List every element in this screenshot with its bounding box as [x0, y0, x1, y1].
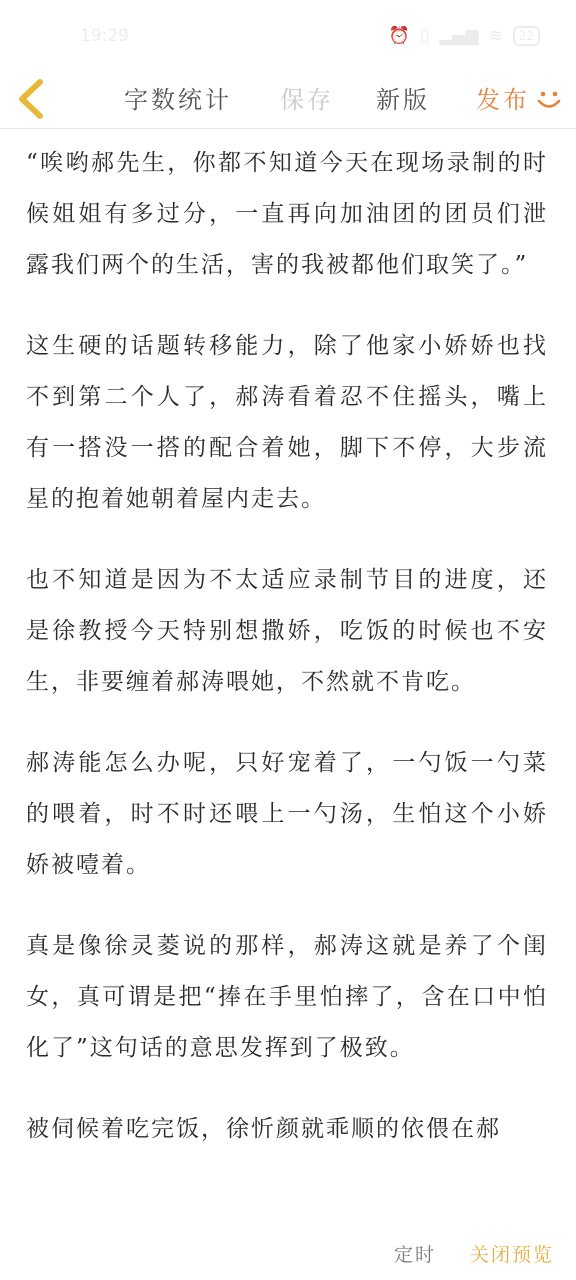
- timer-button[interactable]: 定时: [394, 1244, 437, 1266]
- close-preview-button[interactable]: 关闭预览: [470, 1244, 555, 1266]
- vibrate-icon: ▯: [419, 26, 430, 46]
- editor-toolbar: [0, 70, 576, 129]
- new-version-button[interactable]: 新版: [376, 86, 430, 114]
- paragraph: 也不知道是因为不太适应录制节目的进度，还是徐教授今天特别想撒娇，吃饭的时候也不安生，非要缠着郝涛喂她，不然就不肯吃。: [26, 567, 548, 695]
- back-arrow-icon: [12, 76, 52, 122]
- paragraph: 郝涛能怎么办呢，只好宠着了，一勺饭一勺菜的喂着，时不时还喂上一勺汤，生怕这个小娇娇被噎着。: [26, 750, 548, 878]
- status-bar: [0, 0, 576, 70]
- back-button[interactable]: [12, 76, 52, 122]
- publish-button[interactable]: 发布: [476, 86, 530, 114]
- paragraph: 真是像徐灵菱说的那样，郝涛这就是养了个闺女，真可谓是把“捧在手里怕摔了，含在口中怕化了”这句话的意思发挥到了极致。: [26, 933, 548, 1061]
- word-count-button[interactable]: 字数统计: [124, 86, 232, 114]
- paragraph: 这生硬的话题转移能力，除了他家小娇娇也找不到第二个人了，郝涛看着忍不住摇头，嘴上有一搭没一搭的配合着她，脚下不停，大步流星的抱着她朝着屋内走去。: [26, 333, 548, 512]
- bottom-bar: [0, 1228, 576, 1280]
- alarm-icon: ⏰: [388, 26, 410, 46]
- preview-content: [26, 138, 548, 1228]
- save-button[interactable]: 保存: [280, 86, 334, 114]
- battery-icon: 22: [513, 26, 540, 46]
- emoji-button[interactable]: [534, 84, 564, 114]
- status-time: 19:29: [80, 26, 129, 46]
- paragraph: “唉哟郝先生，你都不知道今天在现场录制的时候姐姐有多过分，一直再向加油团的团员们泄露我们两个的生活，害的我被都他们取笑了。”: [26, 150, 548, 278]
- smile-icon: [534, 84, 564, 114]
- status-icons: [389, 26, 540, 46]
- paragraph: 被伺候着吃完饭，徐忻颜就乖顺的依偎在郝: [26, 1116, 501, 1142]
- wifi-icon: ≋: [488, 26, 503, 46]
- signal-icon: ▂▄▆: [439, 26, 479, 46]
